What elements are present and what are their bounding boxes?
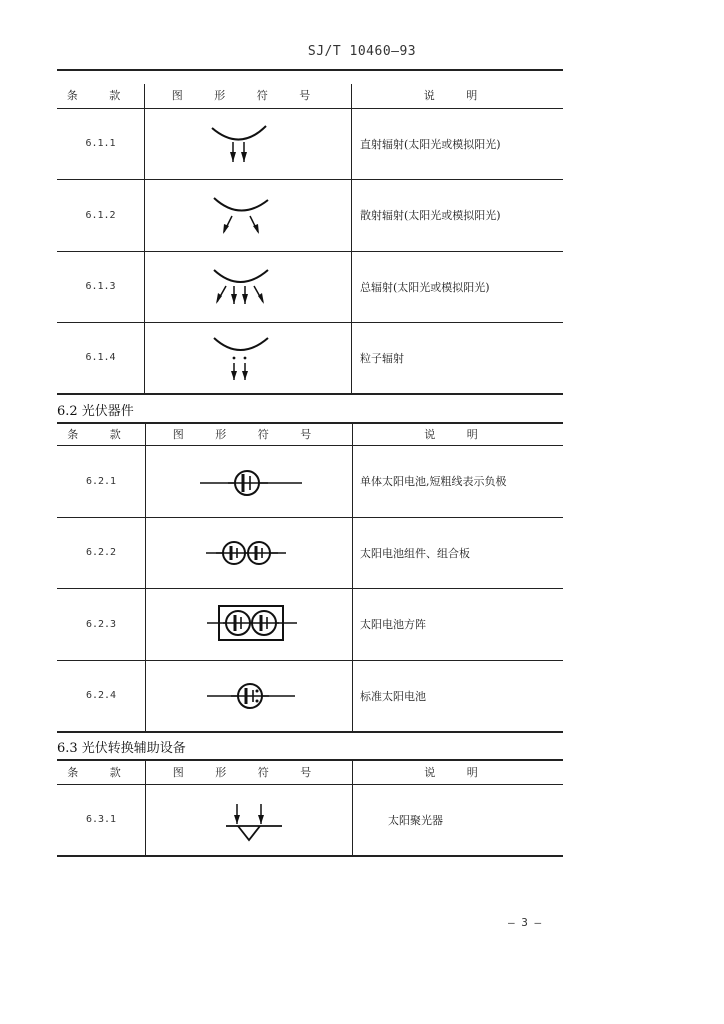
description-text: 直射辐射(太阳光或模拟阳光) bbox=[360, 137, 501, 151]
solar-array-icon bbox=[205, 603, 299, 643]
solar-concentrator-icon bbox=[222, 800, 286, 844]
direct-radiation-icon bbox=[200, 118, 280, 168]
clause-number: 6.2.3 bbox=[85, 618, 117, 630]
clause-column-header: 条 款 bbox=[67, 428, 135, 441]
description-text: 散射辐射(太阳光或模拟阳光) bbox=[360, 209, 501, 222]
standard-solar-cell-icon bbox=[205, 680, 297, 712]
clause-number: 6.2.4 bbox=[85, 690, 117, 701]
total-radiation-icon bbox=[200, 260, 280, 310]
table3-bottom-rule bbox=[57, 855, 563, 857]
table3-top-rule bbox=[57, 759, 563, 761]
description-text: 单体太阳电池,短粗线表示负极 bbox=[360, 475, 507, 488]
clause-number: 6.1.1 bbox=[85, 138, 116, 149]
diffuse-radiation-icon bbox=[200, 190, 280, 240]
description-column-header: 说 明 bbox=[423, 89, 492, 102]
particle-radiation-icon bbox=[200, 332, 280, 384]
description-text: 太阳聚光器 bbox=[388, 813, 443, 827]
column-divider bbox=[351, 84, 352, 394]
table1-bottom-rule bbox=[57, 393, 563, 395]
section-title: 6.2 光伏器件 bbox=[57, 404, 134, 419]
symbol-column-header: 图 形 符 号 bbox=[172, 766, 326, 779]
column-divider bbox=[144, 84, 145, 394]
symbol-column-header: 图 形 符 号 bbox=[172, 428, 326, 441]
description-text: 太阳电池组件、组合板 bbox=[360, 546, 470, 560]
symbol-column-header: 图 形 符 号 bbox=[171, 89, 325, 102]
description-column-header: 说 明 bbox=[424, 766, 492, 779]
section-title: 6.3 光伏转换辅助设备 bbox=[57, 741, 186, 756]
description-text: 标准太阳电池 bbox=[360, 689, 426, 703]
column-divider bbox=[352, 423, 353, 731]
column-divider bbox=[145, 423, 146, 731]
description-column-header: 说 明 bbox=[424, 428, 492, 441]
clause-column-header: 条 款 bbox=[66, 89, 135, 102]
clause-number: 6.3.1 bbox=[85, 814, 117, 825]
solar-module-icon bbox=[204, 537, 288, 569]
single-solar-cell-icon bbox=[198, 466, 304, 500]
description-text: 总辐射(太阳光或模拟阳光) bbox=[360, 280, 490, 294]
clause-number: 6.2.1 bbox=[85, 475, 117, 487]
description-text: 粒子辐射 bbox=[360, 351, 404, 365]
table1-top-rule bbox=[57, 69, 563, 71]
description-text: 太阳电池方阵 bbox=[360, 618, 426, 631]
table2-bottom-rule bbox=[57, 731, 563, 733]
clause-number: 6.1.4 bbox=[85, 352, 116, 363]
clause-column-header: 条 款 bbox=[67, 766, 135, 779]
clause-number: 6.1.2 bbox=[85, 209, 116, 221]
document-code: SJ/T 10460—93 bbox=[307, 44, 417, 59]
page-number: — 3 — bbox=[508, 916, 542, 929]
clause-number: 6.1.3 bbox=[85, 281, 116, 292]
clause-number: 6.2.2 bbox=[85, 547, 117, 558]
